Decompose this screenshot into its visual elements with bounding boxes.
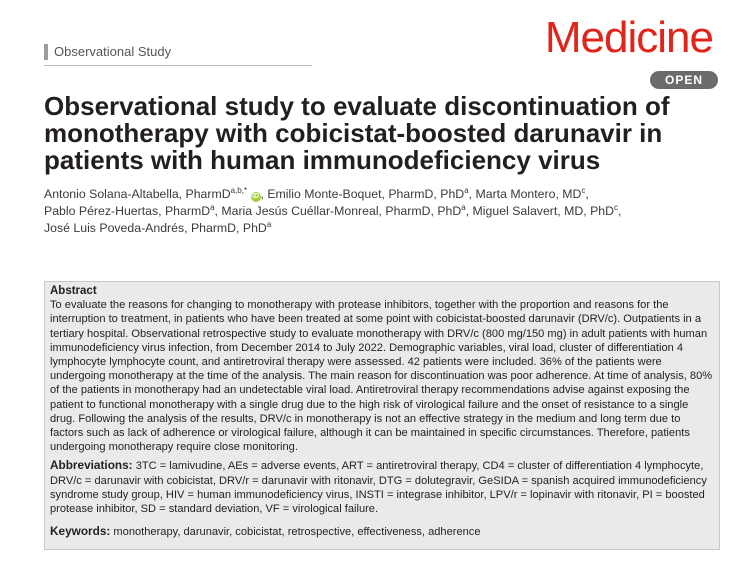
author-list: Antonio Solana-Altabella, PharmD$^{a,b,*}$ iD , Emilio Monte-Boquet, PharmD, PhD$^a$, Marta Montero, $MD^c$, Pablo Pérez-Huertas, PharmD$^a$, Maria Jesús Cuéllar-Monreal, PharmD, PhD$^a$, Miguel Salavert, MD, PhD$^c$, José Luis Poveda-Andrés, PharmD, PhD$^a$ — [44, 185, 622, 235]
author-affiliation: a — [210, 202, 215, 212]
keywords — [50, 524, 714, 539]
orcid-icon[interactable]: iD — [252, 193, 259, 200]
abstract-heading: Abstract — [50, 285, 97, 297]
section-tag: Observational Study — [44, 44, 171, 60]
open-access-badge: OPEN — [650, 71, 718, 89]
author-name[interactable]: Emilio Monte-Boquet, PharmD, PhD — [267, 187, 465, 201]
abbreviations — [50, 458, 714, 516]
author-affiliation: a,b,* — [230, 185, 248, 195]
keywords-label: Keywords: — [50, 524, 111, 539]
keywords-text: monotherapy, darunavir, cobicistat, retrospective, effectiveness, adherence — [113, 526, 481, 539]
article-title: Observational study to evaluate discontinuation of monotherapy with cobicistat-boosted darunavir in patients with human immunodeficiency virus — [44, 91, 670, 175]
author-affiliation: a — [266, 219, 272, 229]
abstract-text: To evaluate the reasons for changing to monotherapy with protease inhibitors, together with the proportion and reasons for the interruption to treatment, in patients who have been treated at some point with cobicistat-boosted darunavir (DRV/c). Outpatients in a tertiary hospital. Observational retrospective study to evaluate monotherapy with DRV/c (800 mg/150 mg) in adult patients with human immunodeficiency virus infection, from December 2014 to July 2022. Demographic variables, viral load, cluster of differentiation 4 lymphocyte lymphocyte count, and antiretroviral therapy were assessed. 42 patients were included. 36% of the patients were undergoing monotherapy at the time of the analysis. The main reason for discontinuation was poor adherence. At time of analysis, 80% of the patients in monotherapy had an undetectable viral load. Antiretroviral therapy recommendations advise against exposing the patient to functional monotherapy with a single drug due to the high risk of virological failure and the onset of resistance to a single drug. Following the analysis of the results, DRV/c in monotherapy is not an effective strategy in the medium and long term due to factors such as lack of adherence or virological failure, although it can be maintained in specific circumstances. Therefore, patients undergoing monotherapy require close monitoring. — [50, 299, 713, 454]
author-affiliation: c — [614, 202, 619, 212]
abbreviations-text: 3TC = lamivudine, AEs = adverse events, ART = antiretroviral therapy, CD4 = cluster of differentiation 4 lymphocyte, DRV/c = darunavir with cobicistat, DRV/r = darunavir with ritonavir, DTG = dolutegravir, GeSIDA = spanish acquired immunodeficiency syndrome study group, HIV = human immunodeficiency virus, INSTI = integrase inhibitor, LPV/r = lopinavir with ritonavir, PI = boosted protease inhibitor, SD = standard deviation, VF = virological failure. — [50, 460, 707, 516]
author-affiliation: a — [464, 185, 469, 195]
journal-logo: Medicine — [544, 13, 713, 62]
author-name[interactable]: Pablo Pérez-Huertas, PharmD — [44, 204, 211, 218]
abbreviations-label: Abbreviations: — [50, 458, 133, 473]
author-name[interactable]: Antonio Solana-Altabella, PharmD — [44, 187, 231, 201]
author-name[interactable]: José Luis Poveda-Andrés, PharmD, PhD — [44, 221, 267, 235]
author-name[interactable]: Maria Jesús Cuéllar-Monreal, PharmD, PhD — [221, 204, 462, 218]
author-affiliation: a — [461, 202, 466, 212]
author-affiliation: c — [581, 185, 586, 195]
author-name[interactable]: Miguel Salavert, MD, PhD — [472, 204, 615, 218]
author-name[interactable]: Marta Montero, MD — [475, 187, 582, 201]
abstract-box — [44, 281, 720, 550]
section-divider — [44, 65, 312, 66]
